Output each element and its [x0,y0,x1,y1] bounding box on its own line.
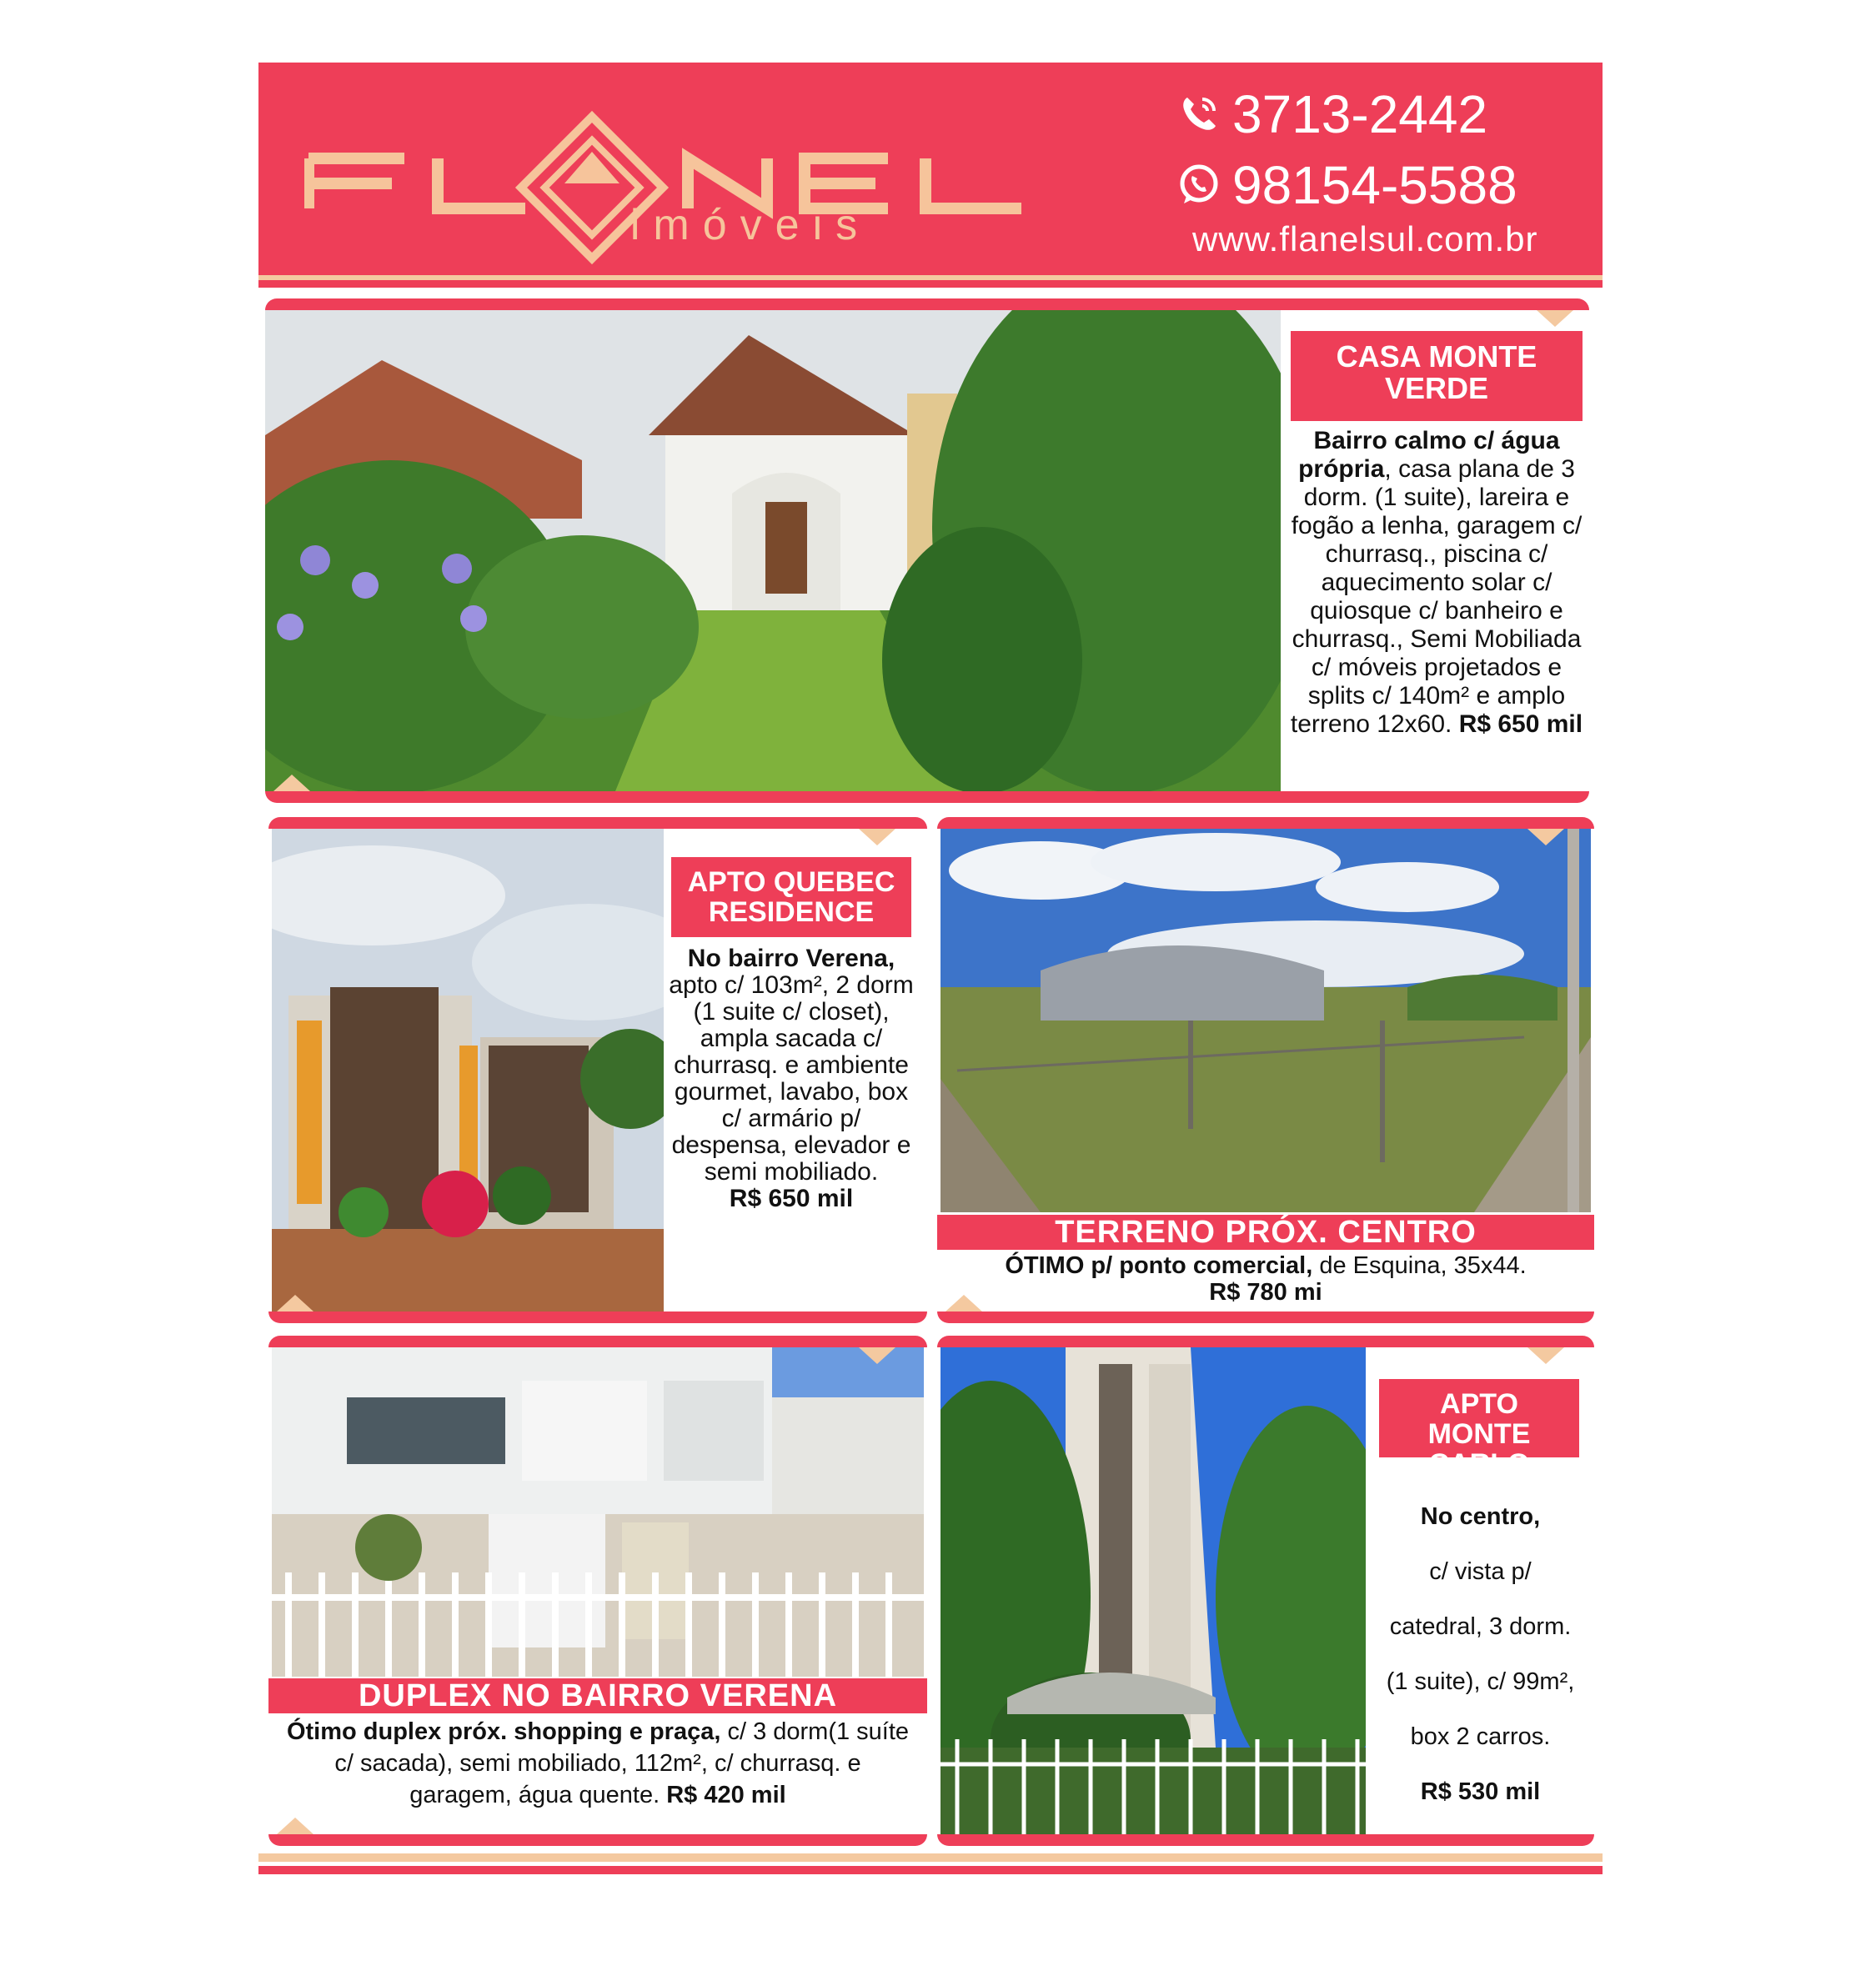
website-link[interactable]: www.flanelsul.com.br [1192,219,1538,258]
corner-marker [1527,829,1564,845]
listing-description [285,1716,910,1811]
listing-casa-monte-verde[interactable] [265,298,1589,803]
description-highlight: Bairro calmo c/ água própria [1298,427,1560,483]
phone-icon [1176,91,1222,138]
listing-title: APTO QUEBEC RESIDENCE [671,857,911,937]
description-text: c/ 3 dorm(1 suíte c/ sacada), semi mobiliado, 112m², c/ churrasq. e garagem, água quente. [334,1718,910,1808]
description-highlight: ÓTIMO p/ ponto comercial, [1005,1252,1313,1279]
listing-price: R$ 420 mil [666,1782,786,1808]
listing-title: CASA MONTE VERDE [1291,331,1583,421]
land-photo [941,829,1591,1212]
corner-marker [859,829,895,845]
description-line: (1 suite), c/ 99m², [1386,1668,1575,1695]
listing-description [1367,1489,1594,1819]
whatsapp-text: 98154-5588 [1232,155,1517,215]
corner-marker [273,775,310,791]
description-line: box 2 carros. [1410,1723,1551,1750]
listing-price: R$ 650 mil [1458,710,1583,738]
tower-photo [941,1347,1366,1834]
header-banner [258,63,1603,288]
listing-apto-monte-carlo[interactable] [937,1336,1594,1846]
listing-apto-quebec[interactable] [268,817,927,1323]
description-text: apto c/ 103m², 2 dorm (1 suite c/ closet), ampla sacada c/ churrasq. e ambiente gourmet, lavabo, box c/ armário p/ despensa, elevador e semi mobiliado. [669,971,914,1186]
corner-marker [277,1818,314,1834]
listing-title: APTO MONTE CARLO [1379,1379,1579,1457]
description-text: de Esquina, 35x44. [1312,1252,1527,1279]
description-highlight: No bairro Verena, [687,945,895,972]
whatsapp-icon [1176,162,1222,208]
duplex-photo [272,1347,924,1677]
listing-price: R$ 530 mil [1420,1778,1541,1805]
description-line: catedral, 3 dorm. [1389,1613,1572,1640]
house-photo [265,310,1281,791]
listing-duplex-verena[interactable] [268,1336,927,1846]
listing-price: R$ 780 mi [1209,1279,1322,1306]
listing-title: DUPLEX NO BAIRRO VERENA [268,1678,927,1713]
listing-title: TERRENO PRÓX. CENTRO [937,1215,1594,1250]
apartment-photo [272,829,664,1311]
corner-marker [859,1347,895,1364]
corner-marker [277,1295,314,1311]
description-text: , casa plana de 3 dorm. (1 suite), lareira e fogão a lenha, garagem c/ churrasq., piscina c/ aquecimento solar c/ quiosque c/ banheiro e churrasq., Semi Mobiliada c/ móveis projetados e splits c/ 140m² e amplo terreno 12x60. [1290,455,1583,738]
footer-divider [258,1853,1603,1862]
footer-divider [258,1866,1603,1874]
phone-number[interactable] [1176,83,1487,145]
description-line: c/ vista p/ [1429,1558,1532,1585]
description-highlight: Ótimo duplex próx. shopping e praça, [286,1718,721,1745]
listing-description [667,945,915,1212]
whatsapp-number[interactable] [1176,154,1517,216]
listing-description [1287,427,1587,739]
description-highlight: No centro, [1420,1503,1541,1530]
corner-marker [1527,1347,1564,1364]
brand-subtitle: imóveis [630,201,871,249]
corner-marker [946,1295,982,1311]
listing-terreno[interactable] [937,817,1594,1323]
phone-text: 3713-2442 [1232,84,1488,144]
header-divider [258,275,1603,280]
listing-price: R$ 650 mil [729,1185,854,1212]
listing-description [937,1252,1594,1306]
corner-marker [1537,310,1573,327]
